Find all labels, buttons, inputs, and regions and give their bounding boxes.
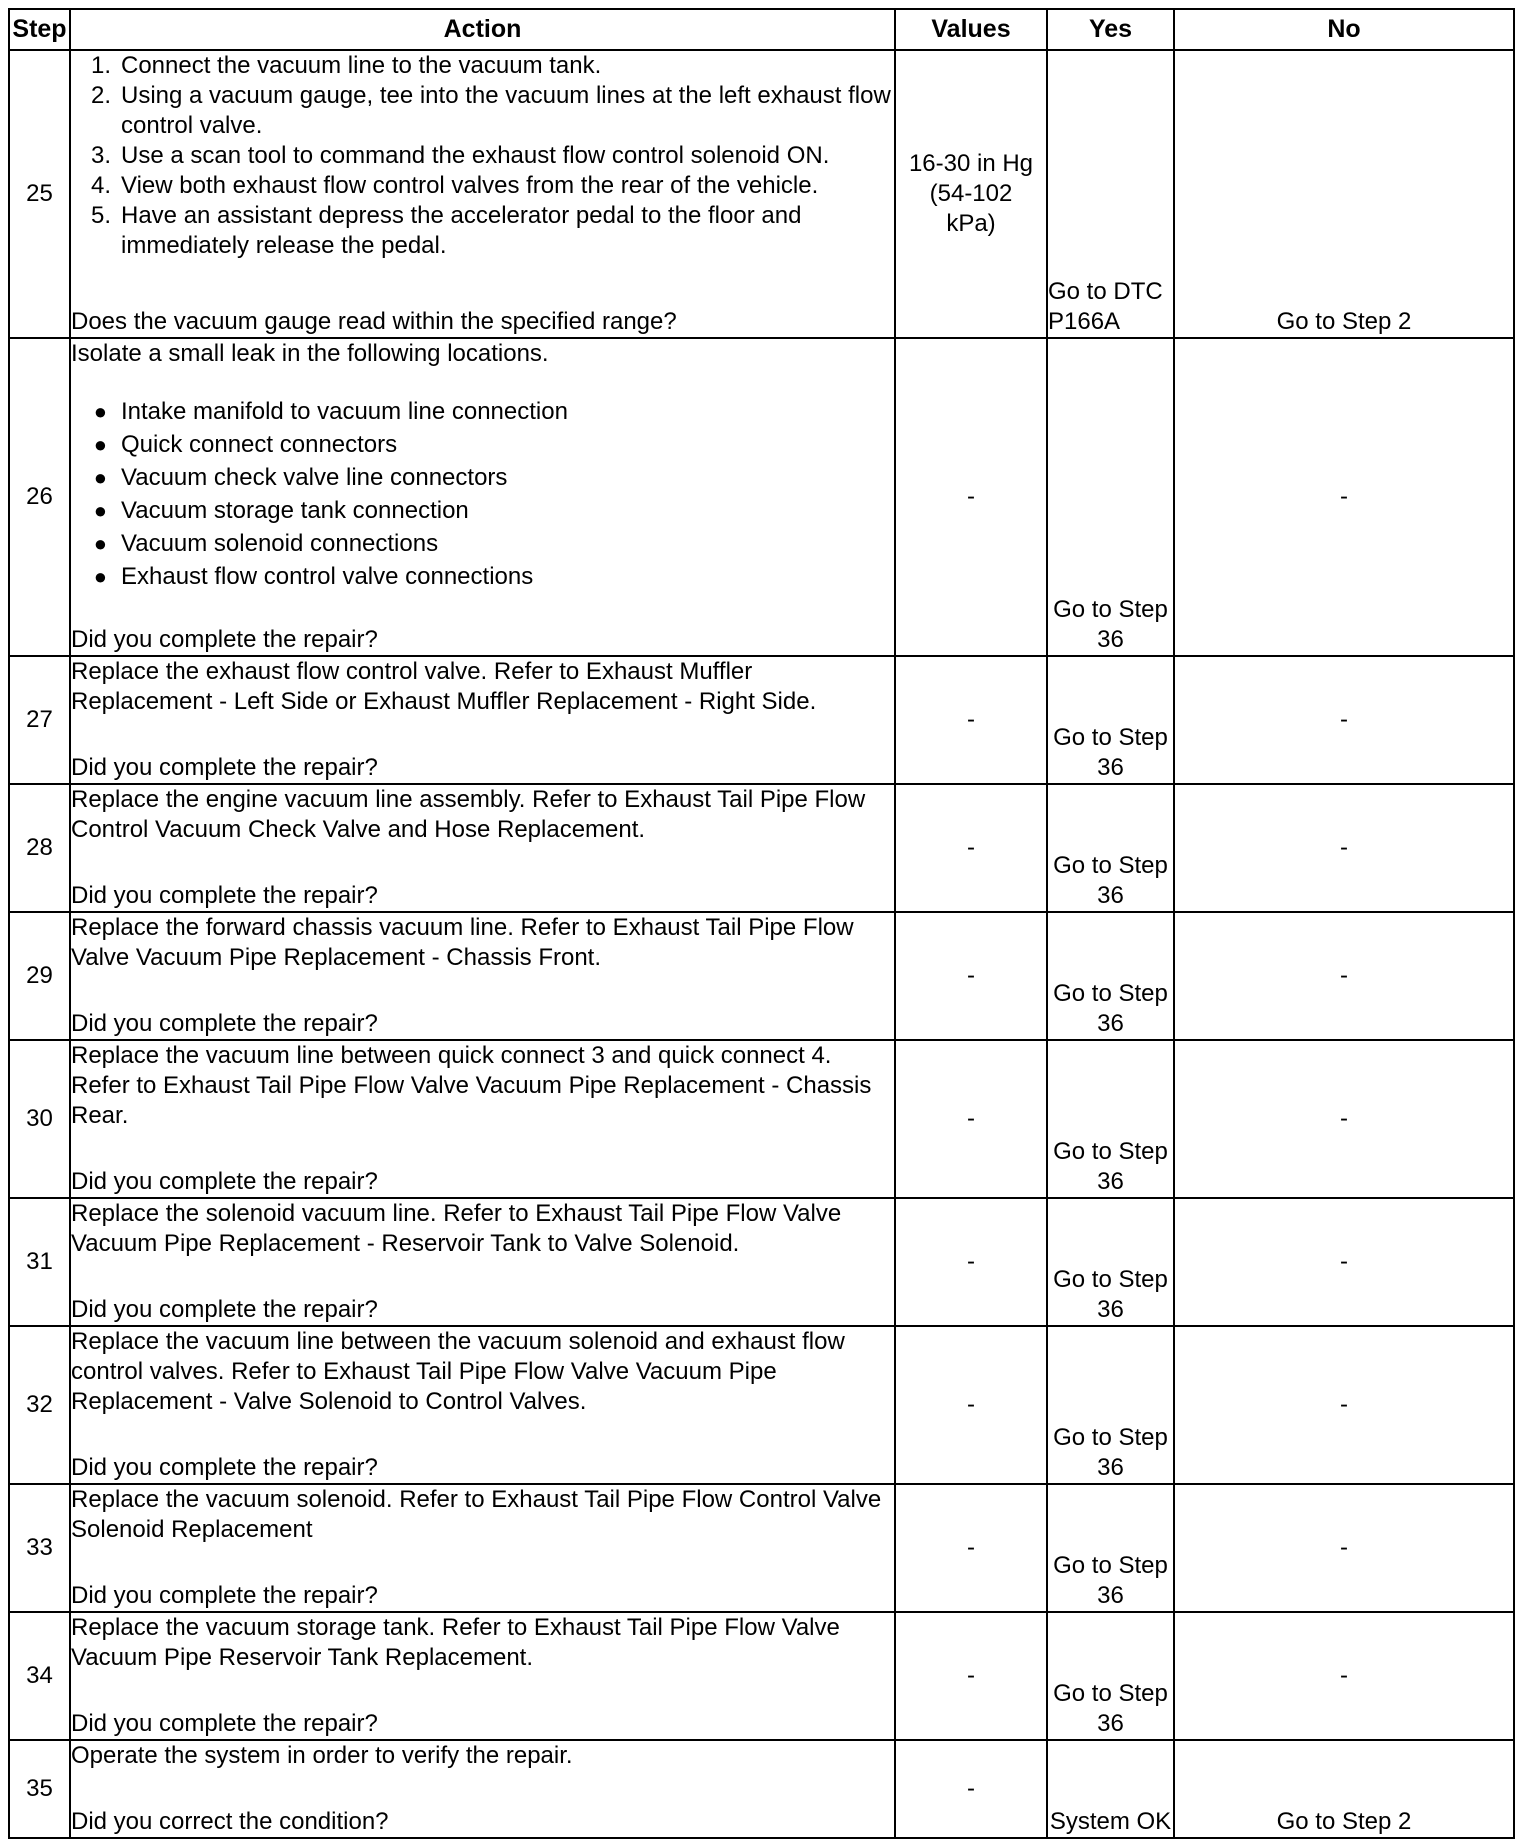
list-item-text: Have an assistant depress the accelerator pedal to the floor and immediately release the pedal. [121,202,802,259]
action-cell [70,784,895,912]
values-cell: - [895,784,1047,912]
action-cell [70,656,895,784]
question-text: Does the vacuum gauge read within the specified range? [71,308,677,335]
step-number: 30 [9,1040,70,1198]
list-item: 4. View both exhaust flow control valves from the rear of the vehicle. [90,172,819,199]
yes-cell: Go to Step 36 [1047,784,1174,912]
yes-cell: Go to Step 36 [1047,1040,1174,1198]
header-yes: Yes [1047,9,1174,50]
question-text: Did you complete the repair? [71,1010,378,1037]
list-item: ● Exhaust flow control valve connections [71,560,894,593]
list-item-text: Use a scan tool to command the exhaust flow control solenoid ON. [121,142,830,169]
action-text: Operate the system in order to verify the repair. [71,1742,573,1769]
step-number: 28 [9,784,70,912]
list-item-text: Quick connect connectors [121,431,398,458]
step-number: 29 [9,912,70,1040]
header-action: Action [70,9,895,50]
action-text: Replace the exhaust flow control valve. Refer to Exhaust Muffler Replacement - Left Side or Exhaust Muffler Replacement - Right Side. [71,658,817,715]
list-item: 3. Use a scan tool to command the exhaust flow control solenoid ON. [90,142,830,169]
values-cell: - [895,656,1047,784]
question-text: Did you complete the repair? [71,754,378,781]
question-text: Did you correct the condition? [71,1808,389,1835]
no-cell: - [1174,1612,1514,1740]
no-cell: Go to Step 2 [1174,1740,1514,1838]
action-cell [70,912,895,1040]
action-text: Replace the vacuum storage tank. Refer to Exhaust Tail Pipe Flow Valve Vacuum Pipe Reservoir Tank Replacement. [71,1614,840,1671]
question-text: Did you complete the repair? [71,1296,378,1323]
no-cell: Go to Step 2 [1174,50,1514,338]
question-text: Did you complete the repair? [71,882,378,909]
table-row [9,1326,1514,1484]
values-cell: - [895,1484,1047,1612]
list-item-text: View both exhaust flow control valves from the rear of the vehicle. [121,172,819,199]
list-item: 5. Have an assistant depress the accelerator pedal to the floor and immediately release the pedal. [71,201,894,261]
action-cell [70,1326,895,1484]
no-cell: - [1174,1040,1514,1198]
no-cell: - [1174,912,1514,1040]
step-number: 26 [9,338,70,656]
no-cell: - [1174,1484,1514,1612]
list-item: ● Vacuum solenoid connections [71,527,894,560]
yes-cell: Go to Step 36 [1047,1198,1174,1326]
step-number: 27 [9,656,70,784]
action-cell [70,50,895,338]
yes-cell: System OK [1047,1740,1174,1838]
table-row [9,784,1514,912]
question-text: Did you complete the repair? [71,1454,378,1481]
values-cell: 16-30 in Hg (54-102 kPa) [895,50,1047,338]
step-number: 35 [9,1740,70,1838]
action-text: Replace the solenoid vacuum line. Refer to Exhaust Tail Pipe Flow Valve Vacuum Pipe Replacement - Reservoir Tank to Valve Solenoid. [71,1200,842,1257]
values-cell: - [895,338,1047,656]
step-number: 34 [9,1612,70,1740]
action-text: Replace the vacuum line between quick connect 3 and quick connect 4. Refer to Exhaust Tail Pipe Flow Valve Vacuum Pipe Replacement - Chassis Rear. [71,1042,872,1129]
list-item-text: Vacuum storage tank connection [121,497,469,524]
no-cell: - [1174,338,1514,656]
step-number: 33 [9,1484,70,1612]
no-cell: - [1174,656,1514,784]
step-number: 32 [9,1326,70,1484]
list-item-text: Vacuum solenoid connections [121,530,439,557]
action-cell [70,1740,895,1838]
table-row [9,50,1514,338]
bullet-list [71,395,894,593]
action-text: Replace the engine vacuum line assembly. Refer to Exhaust Tail Pipe Flow Control Vacuum Check Valve and Hose Replacement. [71,786,866,843]
diagnostic-table [8,8,1515,1839]
table-row [9,912,1514,1040]
yes-cell: Go to Step 36 [1047,338,1174,656]
list-item: ● Quick connect connectors [71,428,894,461]
list-item: 2. Using a vacuum gauge, tee into the vacuum lines at the left exhaust flow control valve. [71,81,894,141]
list-item: ● Intake manifold to vacuum line connection [71,395,894,428]
action-intro: Isolate a small leak in the following locations. [71,340,549,367]
action-cell [70,338,895,656]
list-item: ● Vacuum storage tank connection [71,494,894,527]
header-step: Step [9,9,70,50]
numbered-list [71,51,894,261]
list-item: 1. Connect the vacuum line to the vacuum tank. [90,52,602,79]
list-item: ● Vacuum check valve line connectors [71,461,894,494]
question-text: Did you complete the repair? [71,1710,378,1737]
values-cell: - [895,1040,1047,1198]
step-number: 25 [9,50,70,338]
list-item-text: Intake manifold to vacuum line connection [121,398,568,425]
values-cell: - [895,1612,1047,1740]
yes-cell: Go to Step 36 [1047,1612,1174,1740]
no-cell: - [1174,784,1514,912]
yes-cell: Go to Step 36 [1047,912,1174,1040]
list-item-text: Using a vacuum gauge, tee into the vacuum lines at the left exhaust flow control valve. [121,82,891,139]
table-row [9,1040,1514,1198]
table-row [9,656,1514,784]
action-cell [70,1484,895,1612]
yes-cell: Go to Step 36 [1047,656,1174,784]
yes-cell: Go to Step 36 [1047,1326,1174,1484]
action-text: Replace the vacuum solenoid. Refer to Exhaust Tail Pipe Flow Control Valve Solenoid Replacement [71,1486,882,1543]
action-text: Replace the forward chassis vacuum line. Refer to Exhaust Tail Pipe Flow Valve Vacuum Pipe Replacement - Chassis Front. [71,914,854,971]
no-cell: - [1174,1198,1514,1326]
yes-cell: Go to DTC P166A [1047,50,1174,338]
table-row [9,1612,1514,1740]
table-row [9,1198,1514,1326]
table-row [9,1484,1514,1612]
action-cell [70,1198,895,1326]
header-values: Values [895,9,1047,50]
question-text: Did you complete the repair? [71,626,378,653]
values-cell: - [895,1326,1047,1484]
action-text: Replace the vacuum line between the vacuum solenoid and exhaust flow control valves. Refer to Exhaust Tail Pipe Flow Valve Vacuum Pipe Replacement - Valve Solenoid to Control Valves. [71,1328,845,1415]
question-text: Did you complete the repair? [71,1168,378,1195]
values-cell: - [895,1198,1047,1326]
no-cell: - [1174,1326,1514,1484]
table-row [9,338,1514,656]
list-item-text: Connect the vacuum line to the vacuum tank. [121,52,602,79]
list-item-text: Vacuum check valve line connectors [121,464,508,491]
header-no: No [1174,9,1514,50]
action-cell [70,1612,895,1740]
values-cell: - [895,1740,1047,1838]
values-cell: - [895,912,1047,1040]
table-row [9,1740,1514,1838]
step-number: 31 [9,1198,70,1326]
yes-cell: Go to Step 36 [1047,1484,1174,1612]
header-row [9,9,1514,50]
question-text: Did you complete the repair? [71,1582,378,1609]
action-cell [70,1040,895,1198]
list-item-text: Exhaust flow control valve connections [121,563,534,590]
